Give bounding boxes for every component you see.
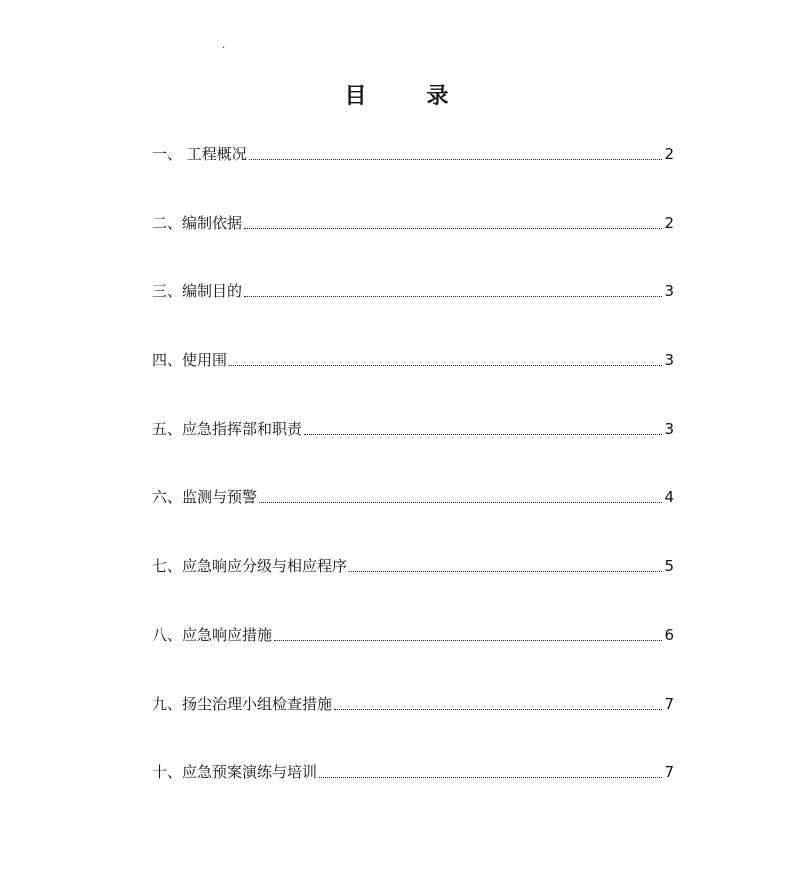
toc-entry-label: 一、 工程概况 [152, 145, 247, 163]
toc-entry-1[interactable] [152, 140, 674, 168]
toc-entry-2[interactable] [152, 209, 674, 237]
toc-entry-label: 十、应急预案演练与培训 [152, 763, 318, 782]
toc-entry-page: 6 [664, 625, 674, 644]
toc-entry-page: 4 [664, 488, 674, 507]
toc-entry-label: 八、应急响应措施 [152, 625, 273, 644]
title-char-2: 录 [426, 84, 449, 109]
toc-entry-label: 二、编制依据 [152, 213, 243, 232]
toc-entry-label: 三、编制目的 [152, 282, 243, 301]
toc-entry-label: 九、扬尘治理小组检查措施 [152, 694, 333, 713]
table-of-contents [152, 140, 674, 827]
toc-entry-5[interactable] [152, 415, 674, 443]
dot-leader [349, 571, 662, 572]
toc-entry-7[interactable] [152, 552, 674, 580]
toc-entry-page: 3 [664, 351, 674, 370]
title-char-1: 目 [344, 84, 367, 109]
toc-entry-4[interactable] [152, 346, 674, 374]
toc-entry-label: 五、应急指挥部和职责 [152, 419, 303, 438]
toc-entry-page: 7 [664, 763, 674, 782]
toc-entry-8[interactable] [152, 621, 674, 649]
toc-entry-3[interactable] [152, 277, 674, 305]
toc-entry-label: 六、监测与预警 [152, 488, 258, 507]
toc-entry-page: 3 [664, 419, 674, 438]
dot-leader [244, 296, 662, 297]
toc-entry-10[interactable] [152, 758, 674, 786]
toc-entry-page: 7 [664, 694, 674, 713]
toc-entry-page: 3 [664, 282, 674, 301]
page-title [0, 82, 793, 112]
dot-leader [259, 502, 662, 503]
dot-leader [244, 228, 662, 229]
toc-entry-page: 2 [664, 213, 674, 232]
toc-entry-page: 2 [664, 145, 674, 163]
dot-leader [319, 777, 662, 778]
toc-entry-6[interactable] [152, 483, 674, 511]
toc-entry-label: 七、应急响应分级与相应程序 [152, 557, 348, 576]
dot-leader [249, 159, 663, 160]
toc-entry-9[interactable] [152, 690, 674, 718]
dot-leader [229, 365, 662, 366]
stray-mark: · [222, 43, 226, 54]
toc-entry-label: 四、使用围 [152, 351, 228, 370]
dot-leader [274, 640, 662, 641]
dot-leader [304, 434, 662, 435]
toc-entry-page: 5 [664, 557, 674, 576]
dot-leader [334, 709, 662, 710]
